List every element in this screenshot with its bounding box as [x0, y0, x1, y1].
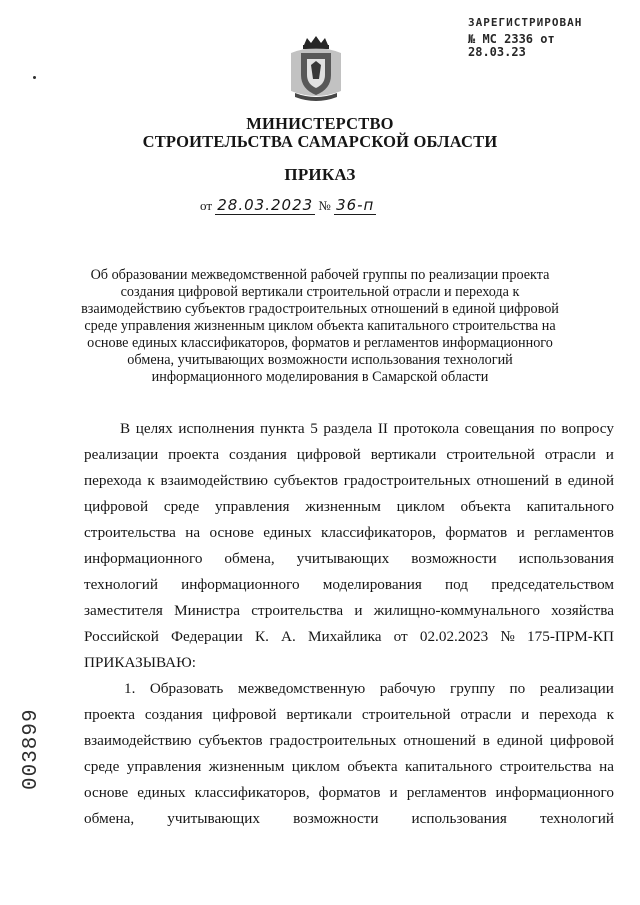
body-word: строительства — [251, 602, 344, 619]
body-word: целях — [135, 420, 173, 437]
body-word: цифровой — [296, 446, 361, 463]
body-word: форматов — [445, 524, 508, 541]
body-word: взаимодействию — [160, 472, 268, 489]
body-word: информационного — [495, 784, 614, 801]
body-word: капитального — [405, 758, 493, 775]
body-word: классификаторов, — [320, 524, 436, 541]
body-word: Российской — [84, 628, 159, 645]
registration-label: ЗАРЕГИСТРИРОВАН — [468, 16, 583, 29]
body-word: к — [606, 706, 614, 723]
body-word: строительства — [499, 758, 592, 775]
side-serial-number: 003899 — [20, 708, 43, 790]
body-word: В — [120, 420, 131, 437]
body-word: 1. — [124, 680, 136, 697]
body-word: учитывающих — [167, 810, 260, 827]
body-word: и — [605, 446, 614, 463]
body-word: основе — [84, 784, 129, 801]
body-word: на — [599, 758, 614, 775]
body-word: 5 — [310, 420, 318, 437]
body-word: объекта — [460, 498, 511, 515]
registration-number: № МС 2336 от 28.03.23 — [468, 32, 555, 60]
body-line — [84, 810, 614, 830]
body-word: исполнения — [178, 420, 255, 437]
body-word: отношений — [403, 732, 476, 749]
body-word: отрасли — [460, 706, 512, 723]
body-line — [84, 550, 614, 570]
body-word: единой — [496, 732, 544, 749]
body-word: отрасли — [544, 446, 596, 463]
body-word: капитального — [526, 498, 614, 515]
ministry-name-line2: СТРОИТЕЛЬСТВА САМАРСКОЙ ОБЛАСТИ — [142, 132, 498, 151]
body-word: под — [445, 576, 469, 593]
body-word: строительной — [361, 706, 451, 723]
body-word: хозяйства — [551, 602, 614, 619]
body-word: субъектов — [273, 472, 338, 489]
body-word: А. — [281, 628, 296, 645]
subject-line: создания цифровой вертикали строительной отрасли и перехода к — [120, 284, 520, 300]
body-word: и — [521, 706, 530, 723]
body-word: учитывающих — [296, 550, 390, 567]
subject-line: основе единых классификаторов, форматов и регламентов информационного — [87, 335, 553, 351]
body-line — [84, 628, 614, 648]
number-prefix: № — [318, 198, 331, 213]
body-word: циклом — [396, 498, 445, 515]
body-word: моделирования — [322, 576, 422, 593]
body-word: 175-ПРМ-КП — [527, 628, 614, 645]
body-word: использования — [411, 810, 507, 827]
body-word: управления — [126, 758, 202, 775]
body-word: градостроительных — [269, 732, 397, 749]
order-subject — [70, 267, 570, 386]
body-word: и — [389, 784, 398, 801]
body-word: возможности — [293, 810, 379, 827]
body-word: создания — [229, 446, 287, 463]
body-word: использования — [518, 550, 614, 567]
body-word: II — [377, 420, 388, 437]
body-line — [84, 602, 614, 622]
body-word: взаимодействию — [84, 732, 192, 749]
body-word: председательством — [491, 576, 614, 593]
body-word: 02.02.2023 — [419, 628, 489, 645]
body-line — [84, 498, 614, 518]
body-word: создания — [144, 706, 203, 723]
body-word: ПРИКАЗЫВАЮ: — [84, 654, 196, 671]
body-word: и — [354, 602, 363, 619]
body-word: единых — [263, 524, 312, 541]
body-word: по — [540, 420, 556, 437]
body-word: обмена, — [84, 810, 135, 827]
body-word: Михайлика — [307, 628, 382, 645]
body-word: от — [393, 628, 408, 645]
body-word: перехода — [539, 706, 597, 723]
body-word: реализации — [84, 446, 159, 463]
body-word: жизненным — [305, 498, 381, 515]
body-word: единых — [137, 784, 186, 801]
document-type: ПРИКАЗ — [284, 165, 356, 184]
order-number: 36-п — [336, 196, 375, 214]
body-word: протокола — [393, 420, 460, 437]
body-word: регламентов — [406, 784, 487, 801]
body-word: обмена, — [224, 550, 275, 567]
body-line — [84, 576, 614, 596]
subject-line: обмена, учитывающих возможности использования технологий — [127, 352, 513, 368]
body-line — [84, 524, 614, 544]
body-word: раздела — [323, 420, 373, 437]
body-word: межведомственную — [237, 680, 366, 697]
body-word: Образовать — [149, 680, 224, 697]
body-line — [124, 680, 614, 700]
body-word: к — [147, 472, 155, 489]
body-word: пункта — [260, 420, 305, 437]
body-word: перехода — [84, 472, 142, 489]
body-word: рабочую — [379, 680, 436, 697]
body-line — [84, 732, 614, 752]
body-word: жилищно-коммунального — [373, 602, 540, 619]
body-word: среде — [163, 498, 200, 515]
body-line — [84, 758, 614, 778]
subject-line: среде управления жизненным циклом объекта капитального строительства на — [84, 318, 556, 334]
coat-of-arms-icon — [287, 35, 345, 103]
registration-stamp — [468, 17, 610, 59]
ministry-name-line1: МИНИСТЕРСТВО — [246, 114, 394, 133]
body-word: информационного — [181, 576, 300, 593]
body-word: Министра — [174, 602, 240, 619]
body-word: К. — [254, 628, 269, 645]
body-word: форматов — [318, 784, 381, 801]
order-date: 28.03.2023 — [217, 196, 314, 214]
body-line — [84, 654, 614, 674]
subject-line: информационного моделирования в Самарской области — [151, 369, 489, 385]
body-line — [84, 706, 614, 726]
body-word: информационного — [84, 550, 203, 567]
body-line — [120, 420, 614, 440]
body-word: жизненным — [208, 758, 285, 775]
body-word: технологий — [84, 576, 158, 593]
body-word: по — [509, 680, 526, 697]
body-word: в — [554, 472, 562, 489]
body-word: управления — [214, 498, 290, 515]
body-word: циклом — [291, 758, 340, 775]
body-word: на — [185, 524, 201, 541]
body-word: возможности — [411, 550, 497, 567]
body-word: регламентов — [534, 524, 614, 541]
date-prefix: от — [200, 198, 213, 213]
body-word: среде — [84, 758, 120, 775]
body-word: вертикали — [370, 446, 437, 463]
body-word: вертикали — [286, 706, 353, 723]
subject-line: Об образовании межведомственной рабочей группы по реализации проекта — [90, 267, 550, 283]
body-word: цифровой — [212, 706, 277, 723]
order-date-number — [200, 196, 440, 215]
body-word: реализации — [539, 680, 614, 697]
body-word: технологий — [540, 810, 614, 827]
body-word: совещания — [464, 420, 535, 437]
body-word: проекта — [168, 446, 220, 463]
body-word: № — [500, 628, 515, 645]
body-word: и — [516, 524, 525, 541]
body-word: цифровой — [84, 498, 149, 515]
body-word: Федерации — [171, 628, 243, 645]
body-word: группу — [449, 680, 496, 697]
subject-line: взаимодействию субъектов градостроительных отношений в единой цифровой — [81, 301, 559, 317]
body-word: вопросу — [561, 420, 614, 437]
body-line — [84, 446, 614, 466]
body-word: единой — [567, 472, 614, 489]
body-word: заместителя — [84, 602, 163, 619]
body-word: цифровой — [549, 732, 614, 749]
body-line — [84, 472, 614, 492]
body-word: отношений — [476, 472, 550, 489]
body-word: строительной — [446, 446, 535, 463]
body-word: градостроительных — [343, 472, 471, 489]
body-word: основе — [209, 524, 254, 541]
body-word: классификаторов, — [194, 784, 310, 801]
body-word: строительства — [84, 524, 176, 541]
body-word: субъектов — [198, 732, 263, 749]
body-word: проекта — [84, 706, 135, 723]
scan-speck — [33, 76, 36, 79]
body-word: объекта — [347, 758, 398, 775]
body-word: в — [482, 732, 490, 749]
body-line — [84, 784, 614, 804]
